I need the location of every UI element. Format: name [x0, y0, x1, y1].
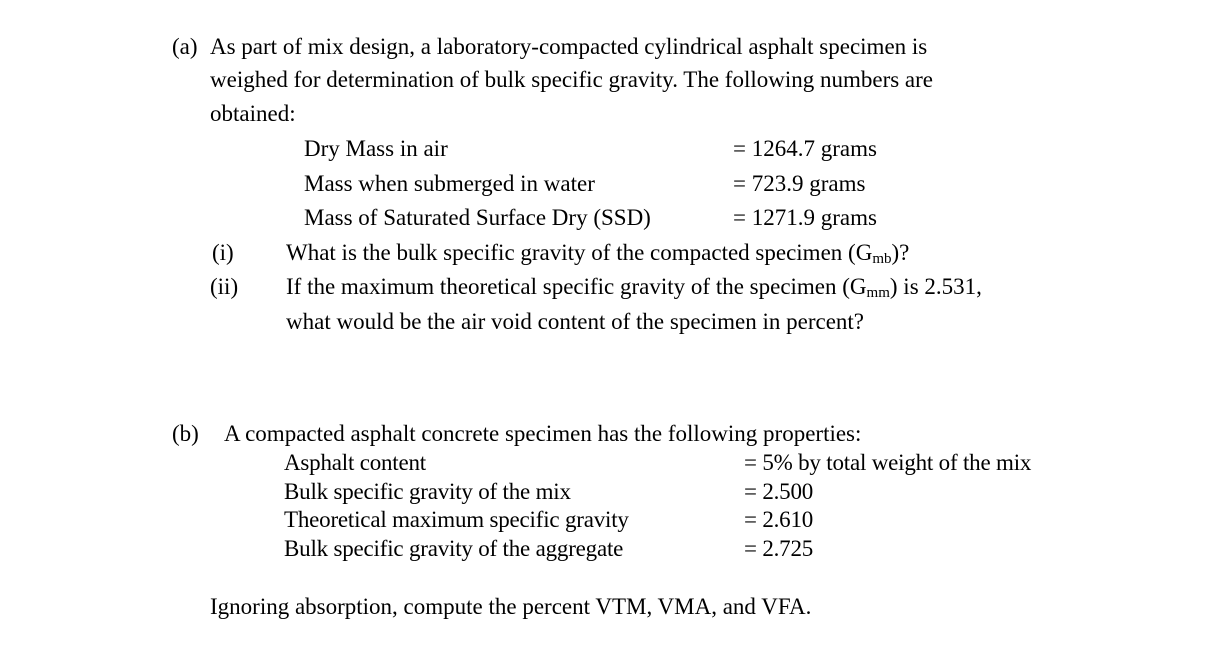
part-a-intro-line-1: As part of mix design, a laboratory-compacted cylindrical asphalt specimen is [210, 34, 928, 59]
measurement-value-ssd-mass: = 1271.9 grams [733, 205, 877, 230]
measurement-value-dry-mass: = 1264.7 grams [733, 136, 877, 161]
question-i-text-after: )? [891, 240, 910, 265]
measurement-value-submerged-mass: = 723.9 grams [733, 171, 866, 196]
question-i-text [286, 241, 909, 267]
part-b-marker: (b) [172, 421, 199, 446]
property-label-bulk-sg-aggregate: Bulk specific gravity of the aggregate [284, 536, 624, 561]
property-value-bulk-sg-aggregate: = 2.725 [744, 536, 814, 561]
property-value-asphalt-content: = 5% by total weight of the mix [744, 450, 1032, 475]
gmm-subscript: mm [866, 285, 890, 301]
question-i-marker: (i) [212, 240, 234, 265]
part-b-question: Ignoring absorption, compute the percent VTM, VMA, and VFA. [210, 594, 812, 619]
part-a-intro-line-2: weighed for determination of bulk specific gravity. The following numbers are [210, 67, 934, 92]
part-b-intro: A compacted asphalt concrete specimen has the following properties: [224, 421, 862, 446]
property-value-theoretical-max-sg: = 2.610 [744, 507, 814, 532]
part-a-intro-line-3: obtained: [210, 101, 296, 126]
question-i-text-before: What is the bulk specific gravity of the compacted specimen (G [286, 240, 873, 265]
part-a-marker: (a) [172, 34, 198, 59]
question-ii-text [286, 275, 982, 301]
question-ii-text-before: If the maximum theoretical specific gravity of the specimen (G [286, 274, 867, 299]
property-label-bulk-sg-mix: Bulk specific gravity of the mix [284, 479, 571, 504]
question-ii-text-after: ) is 2.531, [889, 274, 982, 299]
question-ii-marker: (ii) [210, 274, 239, 299]
property-value-bulk-sg-mix: = 2.500 [744, 479, 814, 504]
property-label-theoretical-max-sg: Theoretical maximum specific gravity [284, 507, 629, 532]
question-ii-line-2: what would be the air void content of the specimen in percent? [286, 309, 864, 334]
measurement-label-ssd-mass: Mass of Saturated Surface Dry (SSD) [304, 205, 651, 230]
measurement-label-dry-mass: Dry Mass in air [304, 136, 448, 161]
property-label-asphalt-content: Asphalt content [284, 450, 426, 475]
measurement-label-submerged-mass: Mass when submerged in water [304, 171, 595, 196]
gmb-subscript: mb [872, 251, 892, 267]
